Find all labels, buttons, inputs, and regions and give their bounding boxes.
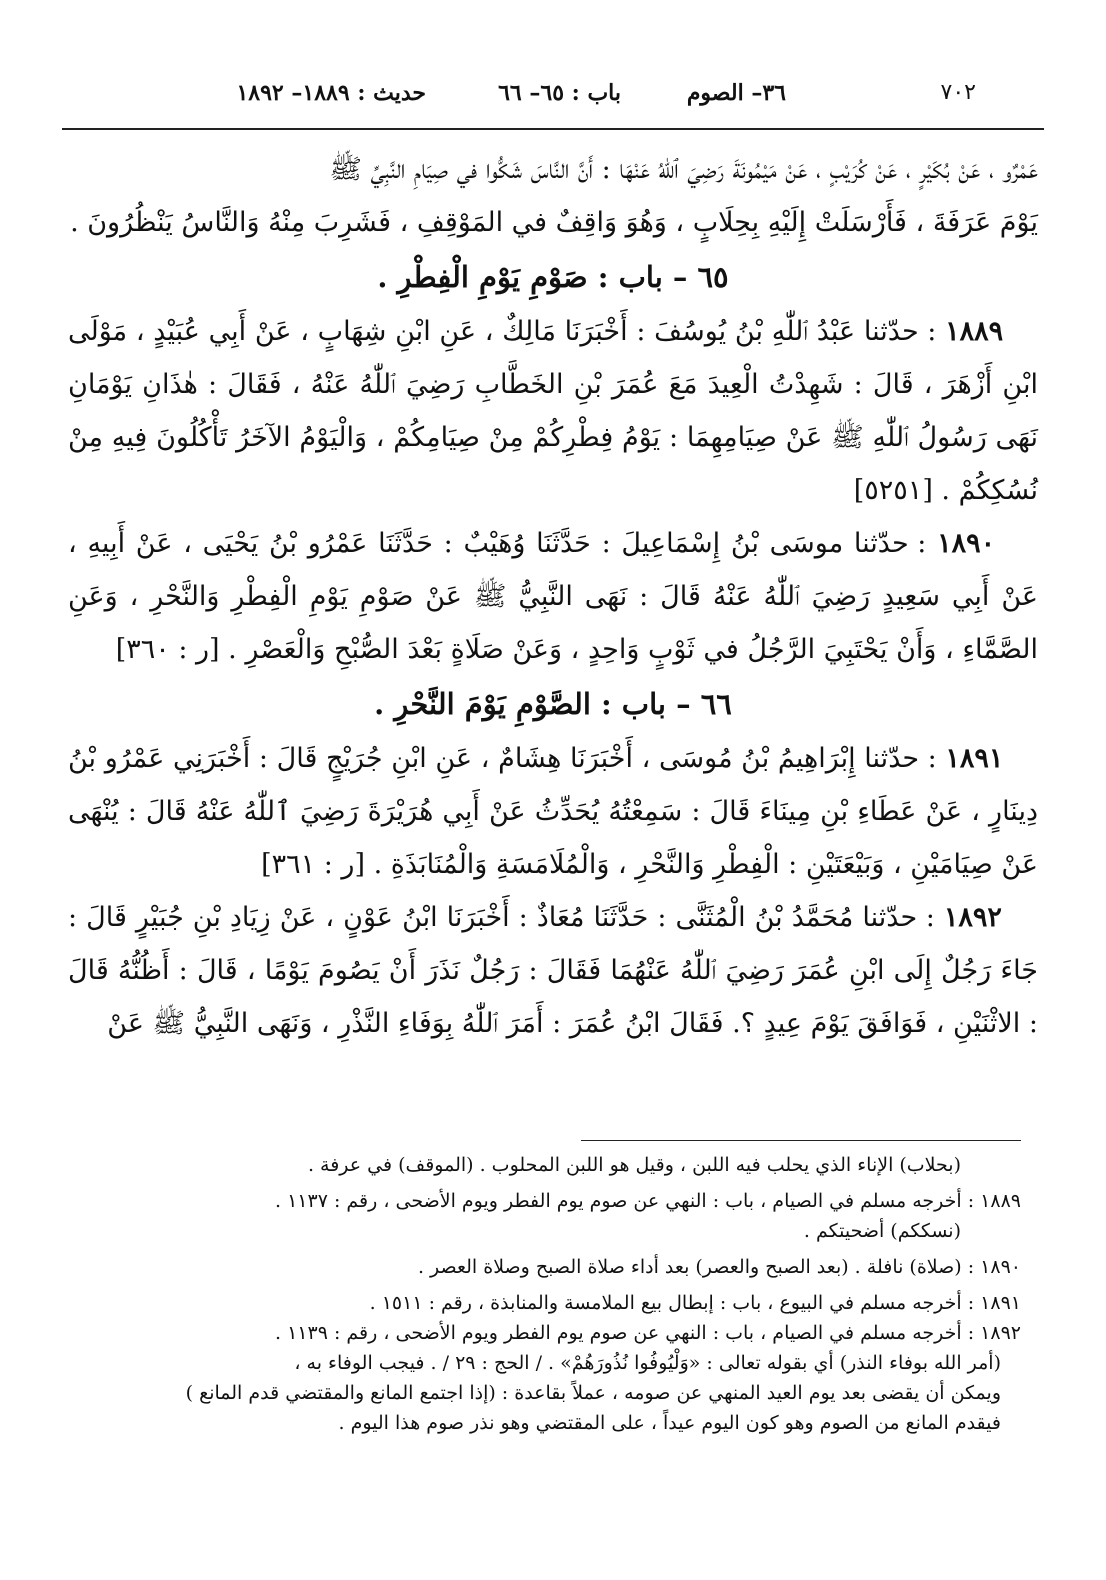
intro-line-2: يَوْمَ عَرَفَةَ ، فَأَرْسَلَتْ إِلَيْهِ بِحِلَابٍ ، وَهُوَ وَاقِفٌ في المَوْقِفِ ، فَشَرِبَ مِنْهُ وَالنَّاسُ يَنْظُرُونَ . <box>70 207 1038 238</box>
footnote-divider <box>581 1140 1021 1141</box>
intro-line-1: عَمْرٌو ، عَنْ بُكَيْرٍ ، عَنْ كُرَيْبٍ ، عَنْ مَيْمُونَةَ رَضِيَ ٱللّٰهُ عَنْهَا : أَنَّ النَّاسَ شَكُّوا في صِيَامِ النَّبِيِّ ﷺ <box>329 154 1038 185</box>
hadith-1892 <box>68 891 1038 1050</box>
hadith-1891 <box>68 732 1038 891</box>
footnote-line: ١٨٨٩ : أخرجه مسلم في الصيام ، باب : النهي عن صوم يوم الفطر ويوم الأضحى ، رقم : ١١٣٧ . <box>274 1190 1021 1212</box>
hadith-number: ١٨٨٩ <box>945 316 1004 347</box>
bab-66-title: ٦٦ – باب : الصَّوْمِ يَوْمَ النَّحْرِ . <box>374 687 732 721</box>
hadith-text: : حدّثنا إِبْرَاهِيمُ بْنُ مُوسَى ، أَخْبَرَنَا هِشَامٌ ، عَنِ ابْنِ جُرَيْجٍ قَالَ : أَخْبَرَنِي عَمْرُو بْنُ دِينَارٍ ، عَنْ عَطَاءِ بْنِ مِينَاءَ قَالَ : سَمِعْتُهُ يُحَدِّثُ عَنْ أَبِي هُرَيْرَةَ رَضِيَ ٱللّٰهُ عَنْهُ قَالَ : يُنْهَى عَنْ صِيَامَيْنِ ، وَبَيْعَتَيْنِ : الْفِطْرِ وَالنَّحْرِ ، وَالْمُلَامَسَةِ وَالْمُنَابَذَةِ . [ر : ٣٦١] <box>68 743 1038 880</box>
hadith-number: ١٨٩٠ <box>937 528 996 559</box>
bab-range: باب : ٦٥– ٦٦ <box>498 80 621 106</box>
page-number: ٧٠٢ <box>940 80 976 105</box>
footnote-line: (نسككم) أضحيتكم . <box>803 1220 961 1242</box>
hadith-text: : حدّثنا عَبْدُ ٱللّٰهِ بْنُ يُوسُفَ : أَخْبَرَنَا مَالِكٌ ، عَنِ ابْنِ شِهَابٍ ، عَنْ أَبِي عُبَيْدٍ ، مَوْلَى ابْنِ أَزْهَرَ ، قَالَ : شَهِدْتُ الْعِيدَ مَعَ عُمَرَ بْنِ الخَطَّابِ رَضِيَ ٱللّٰهُ عَنْهُ ، فَقَالَ : هٰذَانِ يَوْمَانِ نَهَى رَسُولُ ٱللّٰهِ ﷺ عَنْ صِيَامِهِمَا : يَوْمُ فِطْرِكُمْ مِنْ صِيَامِكُمْ ، وَالْيَوْمُ الآخَرُ تَأْكُلُونَ فِيهِ مِنْ نُسُكِكُمْ . [٥٢٥١] <box>68 316 1038 506</box>
header-divider <box>62 128 1044 130</box>
running-header <box>120 80 976 120</box>
footnote-line: فيقدم المانع من الصوم وهو كون اليوم عيداً ، على المقتضي وهو نذر صوم هذا اليوم . <box>338 1412 1001 1434</box>
bab-65-title: ٦٥ – باب : صَوْمِ يَوْمِ الْفِطْرِ . <box>377 260 729 294</box>
footnote-line: ويمكن أن يقضى بعد يوم العيد المنهي عن صومه ، عملاً بقاعدة : (إذا اجتمع المانع والمقتضي قدم المانع ) <box>185 1382 1001 1404</box>
footnote-line: (أمر الله بوفاء النذر) أي بقوله تعالى : «وَلْيُوفُوا نُذُورَهُمْ» . / الحج : ٢٩ / . فيجب الوفاء به ، <box>294 1352 1001 1374</box>
hadith-text: : حدّثنا مُحَمَّدُ بْنُ الْمُثَنَّى : حَدَّثَنَا مُعَاذٌ : أَخْبَرَنَا ابْنُ عَوْنٍ ، عَنْ زِيَادِ بْنِ جُبَيْرٍ قَالَ : جَاءَ رَجُلٌ إِلَى ابْنِ عُمَرَ رَضِيَ ٱللّٰهُ عَنْهُمَا فَقَالَ : رَجُلٌ نَذَرَ أَنْ يَصُومَ يَوْمًا ، قَالَ : أَظُنُّهُ قَالَ : الاثْنَيْنِ ، فَوَافَقَ يَوْمَ عِيدٍ ؟. فَقَالَ ابْنُ عُمَرَ : أَمَرَ ٱللّٰهُ بِوَفَاءِ النَّذْرِ ، وَنَهَى النَّبِيُّ ﷺ عَنْ <box>68 902 1038 1039</box>
footnote-line: (بحلاب) الإناء الذي يحلب فيه اللبن ، وقيل هو اللبن المحلوب . (الموقف) في عرفة . <box>307 1154 961 1176</box>
hadith-number: ١٨٩٢ <box>943 902 1002 933</box>
hadith-1889 <box>68 305 1038 517</box>
footnote-line: ١٨٩٠ : (صلاة) نافلة . (بعد الصبح والعصر) بعد أداء صلاة الصبح وصلاة العصر . <box>417 1256 1021 1278</box>
hadith-number: ١٨٩١ <box>945 743 1004 774</box>
chapter-title: ٣٦– الصوم <box>686 80 786 106</box>
footnote-line: ١٨٩٢ : أخرجه مسلم في الصيام ، باب : النهي عن صوم يوم الفطر ويوم الأضحى ، رقم : ١١٣٩ . <box>274 1322 1021 1344</box>
footnote-line: ١٨٩١ : أخرجه مسلم في البيوع ، باب : إبطال بيع الملامسة والمنابذة ، رقم : ١٥١١ . <box>369 1292 1021 1314</box>
hadith-1890 <box>68 517 1038 676</box>
hadith-range: حديث : ١٨٨٩– ١٨٩٢ <box>236 80 426 106</box>
hadith-text: : حدّثنا موسَى بْنُ إِسْمَاعِيلَ : حَدَّثَنَا وُهَيْبٌ : حَدَّثَنَا عَمْرُو بْنُ يَحْيَى ، عَنْ أَبِيهِ ، عَنْ أَبِي سَعِيدٍ رَضِيَ ٱللّٰهُ عَنْهُ قَالَ : نَهَى النَّبِيُّ ﷺ عَنْ صَوْمِ يَوْمِ الْفِطْرِ وَالنَّحْرِ ، وَعَنِ الصَّمَّاءِ ، وَأَنْ يَحْتَبِيَ الرَّجُلُ في ثَوْبٍ وَاحِدٍ ، وَعَنْ صَلَاةٍ بَعْدَ الصُّبْحِ وَالْعَصْرِ . [ر : ٣٦٠] <box>68 528 1038 665</box>
footnotes <box>120 1150 1021 1438</box>
main-text <box>68 143 1038 1050</box>
